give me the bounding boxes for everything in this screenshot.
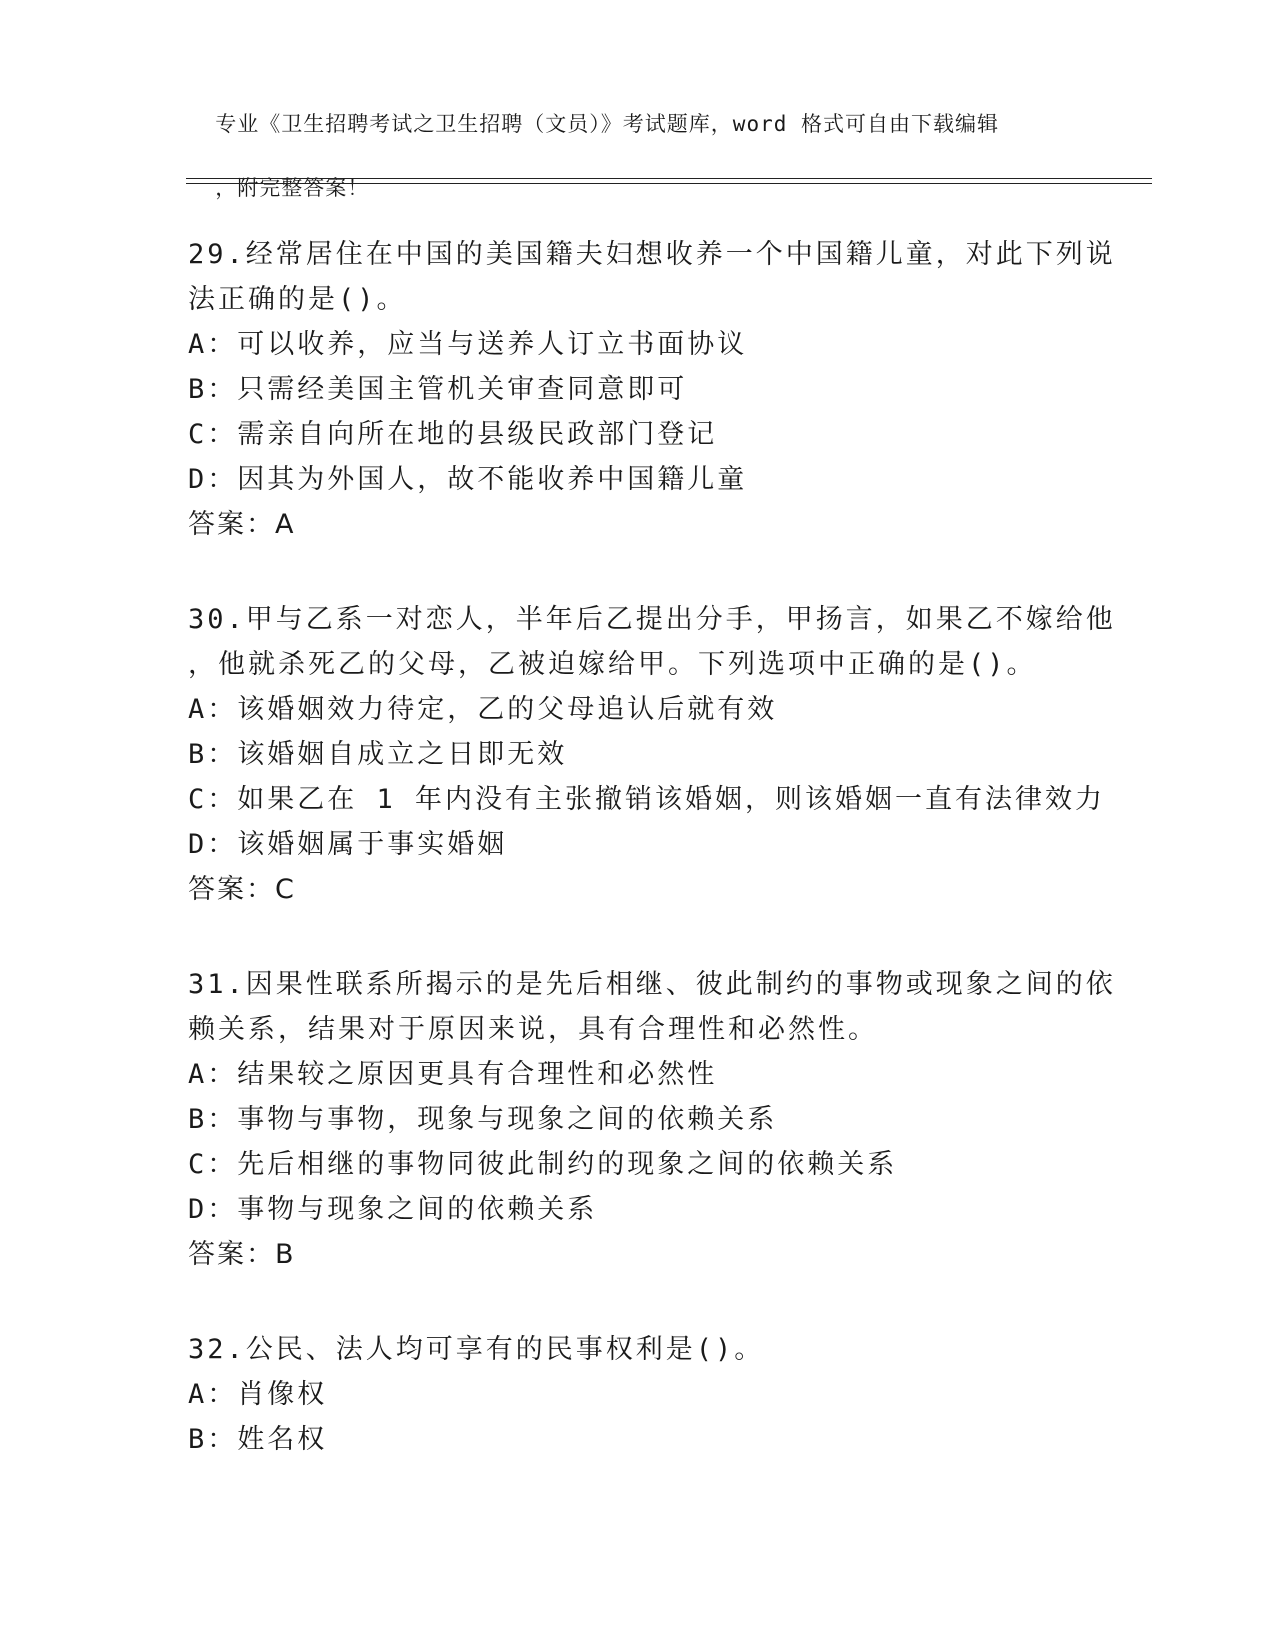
answer: 答案：B <box>188 1239 296 1270</box>
option-d: D：该婚姻属于事实婚姻 <box>188 829 508 860</box>
option-a: A：该婚姻效力待定，乙的父母追认后就有效 <box>188 694 778 725</box>
option-c: C：需亲自向所在地的县级民政部门登记 <box>188 419 718 450</box>
question-stem <box>188 1327 1088 1372</box>
document-header <box>188 76 1068 204</box>
answer: 答案：C <box>188 874 296 905</box>
stem-line: 32.公民、法人均可享有的民事权利是()。 <box>188 1334 765 1365</box>
question-29 <box>188 232 1116 547</box>
stem-line: 31.因果性联系所揭示的是先后相继、彼此制约的事物或现象之间的依 <box>188 969 1116 1000</box>
question-30 <box>188 597 1116 912</box>
option-b: B：只需经美国主管机关审查同意即可 <box>188 374 688 405</box>
question-stem <box>188 962 1116 1052</box>
question-stem <box>188 597 1116 687</box>
option-b: B：该婚姻自成立之日即无效 <box>188 739 568 770</box>
stem-line: 法正确的是()。 <box>188 284 407 315</box>
option-a: A：可以收养，应当与送养人订立书面协议 <box>188 329 748 360</box>
option-a: A：结果较之原因更具有合理性和必然性 <box>188 1059 718 1090</box>
stem-line: 赖关系，结果对于原因来说，具有合理性和必然性。 <box>188 1014 878 1045</box>
option-c: C：先后相继的事物同彼此制约的现象之间的依赖关系 <box>188 1149 898 1180</box>
option-d: D：事物与现象之间的依赖关系 <box>188 1194 598 1225</box>
option-c: C：如果乙在 1 年内没有主张撤销该婚姻，则该婚姻一直有法律效力 <box>188 784 1106 815</box>
option-a: A：肖像权 <box>188 1379 328 1410</box>
header-line-2: ，附完整答案！ <box>215 176 370 200</box>
option-b: B：姓名权 <box>188 1424 328 1455</box>
stem-line: ，他就杀死乙的父母，乙被迫嫁给甲。下列选项中正确的是()。 <box>188 649 1037 680</box>
header-line-1: 专业《卫生招聘考试之卫生招聘（文员）》考试题库，word 格式可自由下载编辑 <box>215 112 1000 136</box>
header-divider-top <box>186 178 1152 179</box>
stem-line: 29.经常居住在中国的美国籍夫妇想收养一个中国籍儿童，对此下列说 <box>188 239 1116 270</box>
question-stem <box>188 232 1116 322</box>
option-d: D：因其为外国人，故不能收养中国籍儿童 <box>188 464 748 495</box>
option-b: B：事物与事物，现象与现象之间的依赖关系 <box>188 1104 778 1135</box>
question-32 <box>188 1327 1088 1462</box>
question-31 <box>188 962 1116 1277</box>
stem-line: 30.甲与乙系一对恋人，半年后乙提出分手，甲扬言，如果乙不嫁给他 <box>188 604 1116 635</box>
header-divider-bottom <box>186 183 1152 184</box>
answer: 答案：A <box>188 509 296 540</box>
